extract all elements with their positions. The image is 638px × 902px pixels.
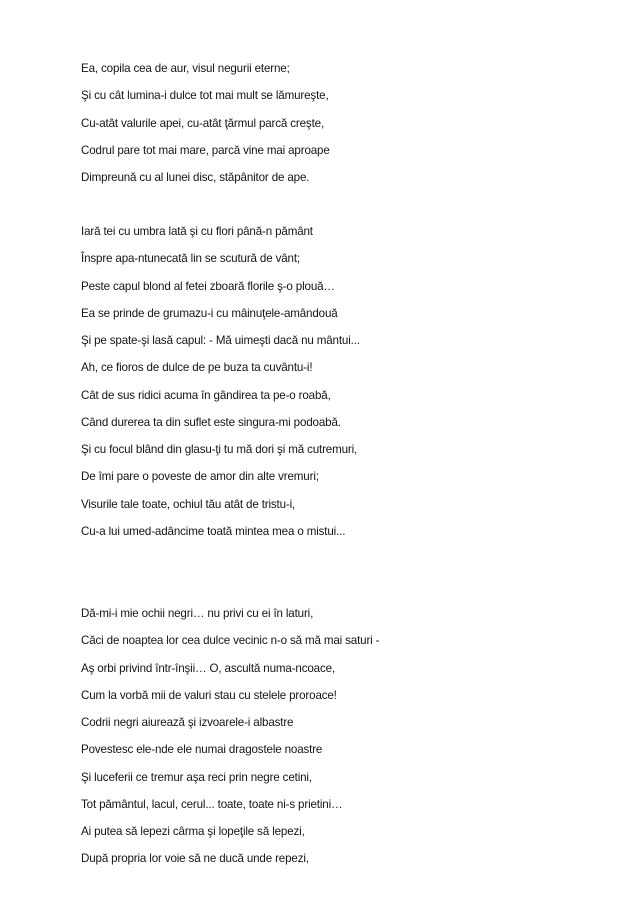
poem-line: Cu-atât valurile apei, cu-atât ţărmul parcă creşte, <box>81 116 325 130</box>
poem-line: Tot pământul, lacul, cerul... toate, toate ni-s prietini… <box>81 797 343 811</box>
poem-line: Şi luceferii ce tremur aşa reci prin negre cetini, <box>81 770 312 784</box>
poem-line: Înspre apa-ntunecată lin se scutură de vânt; <box>81 252 300 266</box>
poem-line: Şi pe spate-şi lasă capul: - Mă uimeşti dacă nu mântui... <box>81 334 360 347</box>
poem-line: Ea, copila cea de aur, visul negurii eterne; <box>81 62 290 75</box>
poem-line: Peste capul blond al fetei zboară florile ş-o plouă… <box>81 279 335 293</box>
poem-line: Ai putea să lepezi cârma şi lopeţile să lepezi, <box>81 825 305 838</box>
poem-line: Visurile tale toate, ochiul tău atât de tristu-i, <box>81 497 296 511</box>
poem-line: Ah, ce fioros de dulce de pe buza ta cuvântu-i! <box>81 361 313 375</box>
poem-line: De îmi pare o poveste de amor din alte vremuri; <box>81 470 319 484</box>
poem-line: Cum la vorbă mii de valuri stau cu stelele proroace! <box>81 688 337 702</box>
stanza-2 <box>81 225 601 552</box>
poem-line: Codrul pare tot mai mare, parcă vine mai aproape <box>81 143 330 157</box>
poem-line: Dă-mi-i mie ochii negri… nu privi cu ei în laturi, <box>81 607 314 620</box>
poem-line: Aş orbi privind într-înşii… O, ascultă numa-ncoace, <box>81 661 335 675</box>
poem-line: Dimpreună cu al lunei disc, stăpânitor de ape. <box>81 171 310 184</box>
poem-line: Povestesc ele-nde ele numai dragostele noastre <box>81 743 323 757</box>
poem-line: Când durerea ta din suflet este singura-mi podoabă. <box>81 415 341 429</box>
poem-line: Codrii negri aiurează şi izvoarele-i albastre <box>81 716 294 729</box>
poem-line: Şi cu focul blând din glasu-ţi tu mă dori şi mă cutremuri, <box>81 443 358 456</box>
poem-line: Cât de sus ridici acuma în gândirea ta pe-o roabă, <box>81 388 331 402</box>
poem-line: Ea se prinde de grumazu-i cu mâinuţele-amândouă <box>81 306 338 320</box>
poem-line: Iară tei cu umbra lată şi cu flori până-n pământ <box>81 225 313 238</box>
stanza-1 <box>81 62 601 198</box>
poem-line: Şi cu cât lumina-i dulce tot mai mult se lămureşte, <box>81 89 329 103</box>
stanza-3 <box>81 607 601 880</box>
poem-line: Căci de noaptea lor cea dulce vecinic n-o să mă mai saturi - <box>81 634 380 648</box>
poem-line: După propria lor voie să ne ducă unde repezi, <box>81 852 309 866</box>
poem-line: Cu-a lui umed-adâncime toată mintea mea o mistui... <box>81 524 346 538</box>
